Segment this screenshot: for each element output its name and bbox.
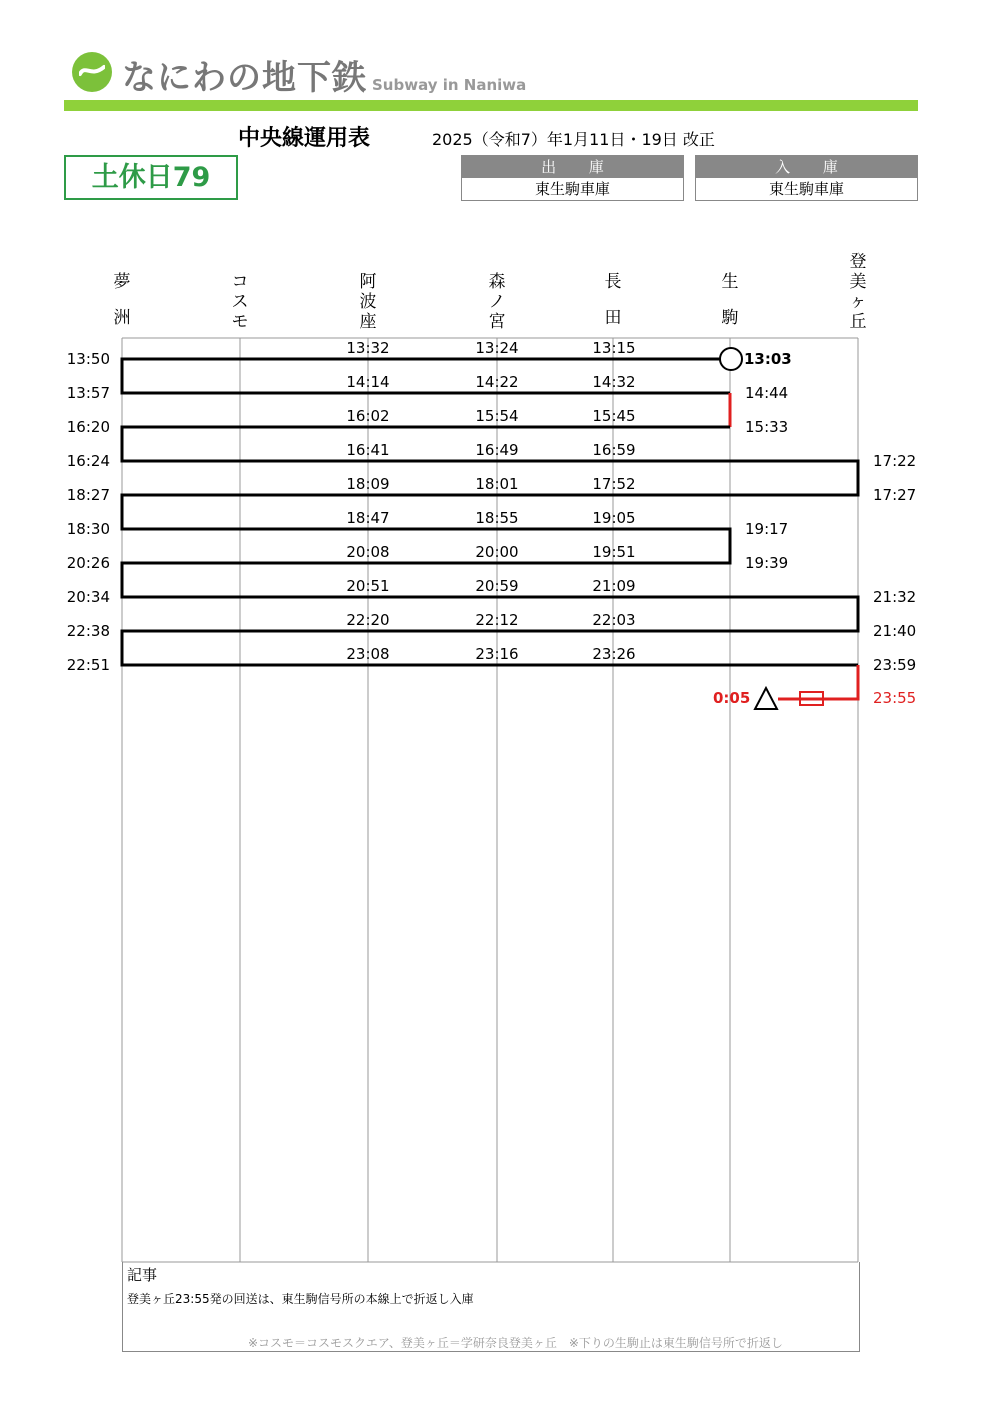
station-char: 長 [604, 272, 622, 292]
station-char: 美 [849, 272, 867, 292]
logo-subtitle: Subway in Naniwa [372, 76, 527, 94]
awaza-time: 16:02 [346, 407, 390, 425]
ikoma-time: 19:17 [745, 520, 789, 538]
station-char: 宮 [488, 312, 506, 332]
station-char: 駒 [721, 308, 739, 328]
nagata-time: 15:45 [592, 407, 636, 425]
ikoma-time: 19:39 [745, 554, 789, 572]
morinomiya-time: 16:49 [475, 441, 519, 459]
station-char: ヶ [849, 292, 867, 312]
yumeshima-time: 18:27 [66, 486, 110, 504]
depot-out-marker [720, 348, 742, 370]
morinomiya-time: 20:00 [475, 543, 519, 561]
nagata-time: 14:32 [592, 373, 636, 391]
depot-in-label: 入 庫 [696, 156, 917, 178]
ikoma-time: 13:03 [744, 350, 792, 368]
morinomiya-time: 23:16 [475, 645, 519, 663]
morinomiya-time: 22:12 [475, 611, 519, 629]
yumeshima-time: 18:30 [66, 520, 110, 538]
page-title: 中央線運用表 [238, 126, 371, 151]
nagata-time: 19:51 [592, 543, 636, 561]
station-char: 丘 [849, 312, 867, 332]
nagata-time: 19:05 [592, 509, 636, 527]
depot-in-value: 東生駒車庫 [768, 180, 844, 198]
tomigaoka-time: 17:22 [873, 452, 917, 470]
depot-out-label: 出 庫 [462, 156, 683, 178]
morinomiya-time: 18:01 [475, 475, 519, 493]
station-char: 波 [359, 292, 377, 312]
yumeshima-time: 22:51 [66, 656, 110, 674]
deadhead-tomigaoka-time: 23:55 [873, 689, 917, 707]
station-char: 夢 [113, 272, 131, 292]
ikoma-time: 15:33 [745, 418, 789, 436]
nagata-time: 16:59 [592, 441, 636, 459]
station-char: ス [231, 292, 249, 312]
depot-in-marker [755, 688, 777, 709]
station-char: ノ [488, 292, 506, 312]
station-char: 座 [359, 312, 377, 332]
tomigaoka-time: 21:40 [873, 622, 917, 640]
awaza-time: 18:47 [346, 509, 390, 527]
morinomiya-time: 14:22 [475, 373, 519, 391]
logo-text: なにわの地下鉄 [122, 58, 367, 98]
notes-heading: 記事 [127, 1266, 158, 1284]
nagata-time: 22:03 [592, 611, 636, 629]
station-char: 田 [604, 308, 622, 328]
yumeshima-time: 16:24 [66, 452, 110, 470]
nagata-time: 13:15 [592, 339, 636, 357]
station-char: 洲 [113, 308, 131, 328]
ikoma-time: 14:44 [745, 384, 789, 402]
awaza-time: 20:51 [346, 577, 390, 595]
yumeshima-time: 13:50 [66, 350, 110, 368]
awaza-time: 22:20 [346, 611, 390, 629]
deadhead-ikoma-time: 0:05 [713, 689, 751, 707]
tomigaoka-time: 17:27 [873, 486, 917, 504]
station-char: 生 [721, 272, 739, 292]
awaza-time: 18:09 [346, 475, 390, 493]
station-char: モ [231, 312, 249, 332]
awaza-time: 20:08 [346, 543, 390, 561]
yumeshima-time: 20:34 [66, 588, 110, 606]
morinomiya-time: 18:55 [475, 509, 519, 527]
awaza-time: 16:41 [346, 441, 390, 459]
notes-text: 登美ヶ丘23:55発の回送は、東生駒信号所の本線上で折返し入庫 [127, 1292, 474, 1306]
awaza-time: 14:14 [346, 373, 390, 391]
awaza-time: 13:32 [346, 339, 390, 357]
yumeshima-time: 22:38 [66, 622, 110, 640]
morinomiya-time: 20:59 [475, 577, 519, 595]
station-char: 阿 [359, 272, 377, 292]
station-char: コ [231, 272, 249, 292]
tomigaoka-time: 23:59 [873, 656, 917, 674]
operation-number: 土休日79 [64, 155, 238, 200]
yumeshima-time: 20:26 [66, 554, 110, 572]
nagata-time: 17:52 [592, 475, 636, 493]
footnote: ※コスモ＝コスモスクエア、登美ヶ丘＝学研奈良登美ヶ丘 ※下りの生駒止は東生駒信号所で折返し [248, 1336, 783, 1350]
depot-out-value: 東生駒車庫 [534, 180, 610, 198]
morinomiya-time: 15:54 [475, 407, 519, 425]
station-char: 登 [849, 252, 867, 272]
revision-date: 2025（令和7）年1月11日・19日 改正 [432, 130, 715, 149]
awaza-time: 23:08 [346, 645, 390, 663]
station-char: 森 [488, 272, 506, 292]
tomigaoka-time: 21:32 [873, 588, 917, 606]
yumeshima-time: 13:57 [66, 384, 110, 402]
yumeshima-time: 16:20 [66, 418, 110, 436]
nagata-time: 23:26 [592, 645, 636, 663]
morinomiya-time: 13:24 [475, 339, 519, 357]
nagata-time: 21:09 [592, 577, 636, 595]
deadhead-path [778, 665, 858, 699]
